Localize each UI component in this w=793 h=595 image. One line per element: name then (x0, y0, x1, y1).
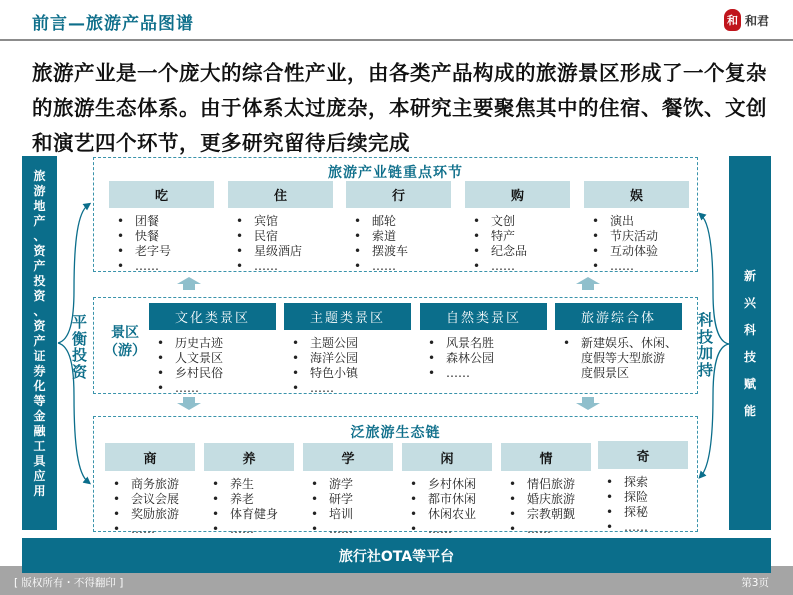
down-arrow-left-icon (177, 397, 201, 411)
column-header: 住 (228, 181, 333, 208)
list-item: • 邮轮 (354, 214, 451, 229)
scenic-column-natural (420, 303, 547, 381)
list-item: • 特色小镇 (292, 366, 411, 381)
left-bar-char: 具 (33, 454, 46, 468)
scenic-area-section (93, 297, 698, 394)
scenic-label (104, 324, 146, 360)
list-item: • 团餐 (117, 214, 214, 229)
list-item: • 宗教朝觐 (509, 507, 591, 522)
left-bar-char: 券 (33, 364, 46, 378)
list-item: • …… (311, 522, 393, 537)
list-item: • …… (354, 259, 451, 274)
left-bar-char: 应 (33, 469, 46, 483)
label-char: 加 (698, 344, 714, 362)
column-header: 文化类景区 (149, 303, 276, 330)
list-item: • 摆渡车 (354, 244, 451, 259)
intro-paragraph: 旅游产业是一个庞大的综合性产业，由各类产品构成的旅游景区形成了一个复杂的旅游生态体系。由于体系太过庞杂，本研究主要聚焦其中的住宿、餐饮、文创和演艺四个环节，更多研究留待后续完成 (32, 61, 767, 155)
right-bar-char: 技 (743, 349, 756, 364)
ecosystem-section (93, 416, 698, 536)
list-item: • 乡村休闲 (410, 477, 492, 492)
column-header: 养 (204, 443, 294, 471)
list-item: • 探秘 (606, 505, 688, 520)
list-item: • 休闲农业 (410, 507, 492, 522)
list-item: • …… (212, 522, 294, 537)
list-item: • 奖励旅游 (113, 507, 195, 522)
column-header: 旅游综合体 (555, 303, 682, 330)
list-item: • 历史古迹 (157, 336, 276, 351)
list-item: • 探险 (606, 490, 688, 505)
column-header: 吃 (109, 181, 214, 208)
column-header: 学 (303, 443, 393, 471)
left-bar-char: 融 (33, 424, 46, 438)
list-item: • 商务旅游 (113, 477, 195, 492)
left-bar-char: 地 (33, 199, 46, 213)
list-item: • 森林公园 (428, 351, 547, 366)
right-bar-char: 新 (743, 268, 756, 283)
up-arrow-right-icon (576, 277, 600, 291)
list-item: • …… (428, 366, 547, 381)
company-logo (724, 9, 769, 31)
scenic-column-theme (284, 303, 411, 396)
column-header: 主题类景区 (284, 303, 411, 330)
list-item: • 老字号 (117, 244, 214, 259)
eco-column-leisure (402, 443, 492, 537)
list-item: • 体育健身 (212, 507, 294, 522)
chain-column-entertain (584, 181, 689, 274)
left-bar-char: 工 (33, 439, 46, 453)
list-item: • …… (236, 259, 333, 274)
label-char: 科 (698, 311, 714, 329)
industry-chain-section (93, 157, 698, 272)
eco-column-business (105, 443, 195, 537)
tech-support-label (698, 312, 713, 378)
list-item: • 培训 (311, 507, 393, 522)
left-bar-char: 金 (33, 409, 46, 423)
left-bar-char: 证 (33, 349, 46, 363)
list-item: • …… (592, 259, 689, 274)
column-header: 商 (105, 443, 195, 471)
list-item: • 民宿 (236, 229, 333, 244)
label-char: 衡 (72, 329, 88, 348)
list-item: • 婚庆旅游 (509, 492, 591, 507)
left-bar-char: 旅 (33, 169, 46, 183)
label-char: 持 (698, 360, 714, 379)
list-item: • 新建娱乐、休闲、 (563, 336, 682, 351)
right-tech-bar (729, 156, 771, 530)
list-item: • 人文景区 (157, 351, 276, 366)
right-bar-char: 科 (743, 322, 756, 337)
list-item-continuation: 度假景区 (581, 366, 630, 380)
left-bar-char: 资 (33, 244, 46, 258)
scenic-column-cultural (149, 303, 276, 396)
list-item: • 快餐 (117, 229, 214, 244)
chain-column-stay (228, 181, 333, 274)
list-item: • …… (117, 259, 214, 274)
left-bar-char: 产 (33, 259, 46, 273)
chain-column-shop (465, 181, 570, 274)
list-item: • 文创 (473, 214, 570, 229)
list-item: • 星级酒店 (236, 244, 333, 259)
list-item: • 互动体验 (592, 244, 689, 259)
header-divider (0, 39, 793, 41)
scenic-label-line1: 景区 (111, 325, 139, 341)
list-item: • …… (292, 381, 411, 396)
page-title: 前言—旅游产品图谱 (32, 14, 194, 34)
left-bar-char: 化 (33, 379, 46, 393)
left-bar-char: 、 (33, 229, 46, 243)
left-bar-char: 资 (33, 319, 46, 333)
left-finance-bar (22, 156, 57, 530)
column-header: 闲 (402, 443, 492, 471)
chain-column-travel (346, 181, 451, 274)
column-header: 奇 (598, 441, 688, 469)
label-char: 投 (72, 346, 88, 364)
list-item: • …… (606, 520, 688, 535)
list-item: • …… (509, 522, 591, 537)
left-bar-char: 投 (33, 274, 46, 288)
left-bar-char: 用 (33, 484, 46, 498)
list-item: • 乡村民俗 (157, 366, 276, 381)
copyright-notice: [ 版权所有・不得翻印 ] (14, 577, 124, 589)
label-char: 资 (72, 362, 88, 381)
column-header: 自然类景区 (420, 303, 547, 330)
list-item-continuation: 度假等大型旅游 (581, 351, 666, 365)
list-item: • …… (157, 381, 276, 396)
eco-column-adventure (598, 441, 688, 535)
eco-column-study (303, 443, 393, 537)
right-bar-char: 赋 (743, 376, 756, 391)
list-item: • 风景名胜 (428, 336, 547, 351)
eco-column-romance (501, 443, 591, 537)
up-arrow-left-icon (177, 277, 201, 291)
logo-text: 和君 (745, 13, 770, 28)
list-item: • 宾馆 (236, 214, 333, 229)
list-item: • 纪念品 (473, 244, 570, 259)
list-item: • 探索 (606, 475, 688, 490)
left-bar-char: 、 (33, 304, 46, 318)
list-item: • …… (473, 259, 570, 274)
down-arrow-right-icon (576, 397, 600, 411)
column-header: 购 (465, 181, 570, 208)
list-item: • …… (410, 522, 492, 537)
list-item: • …… (113, 522, 195, 537)
column-header: 行 (346, 181, 451, 208)
list-item: • 特产 (473, 229, 570, 244)
scenic-label-line2: （游） (104, 343, 146, 359)
list-item: • 主题公园 (292, 336, 411, 351)
platform-bar: 旅行社OTA等平台 (22, 538, 771, 573)
list-item: • 研学 (311, 492, 393, 507)
list-item: • 节庆活动 (592, 229, 689, 244)
label-char: 平 (72, 313, 88, 331)
industry-chain-title: 旅游产业链重点环节 (328, 165, 463, 181)
page-number: 第3页 (741, 577, 769, 589)
eco-column-health (204, 443, 294, 537)
column-header: 娱 (584, 181, 689, 208)
right-bar-char: 能 (743, 403, 756, 418)
left-bar-char: 等 (33, 394, 46, 408)
left-bar-char: 产 (33, 334, 46, 348)
label-char: 技 (698, 327, 714, 346)
list-item: • 都市休闲 (410, 492, 492, 507)
list-item: • 索道 (354, 229, 451, 244)
right-bar-char: 兴 (743, 295, 756, 310)
ecosystem-title: 泛旅游生态链 (350, 425, 441, 441)
left-bar-char: 游 (33, 184, 46, 198)
chain-column-eat (109, 181, 214, 274)
logo-seal-icon: 和 (724, 9, 741, 31)
balanced-investment-label (72, 314, 87, 380)
list-item: • 游学 (311, 477, 393, 492)
list-item: • 情侣旅游 (509, 477, 591, 492)
list-item: • 养老 (212, 492, 294, 507)
column-header: 情 (501, 443, 591, 471)
left-bar-char: 产 (33, 214, 46, 228)
list-item: • 海洋公园 (292, 351, 411, 366)
list-item: • 会议会展 (113, 492, 195, 507)
list-item: • 养生 (212, 477, 294, 492)
left-bar-char: 资 (33, 289, 46, 303)
list-item: • 演出 (592, 214, 689, 229)
scenic-column-complex (555, 303, 682, 381)
